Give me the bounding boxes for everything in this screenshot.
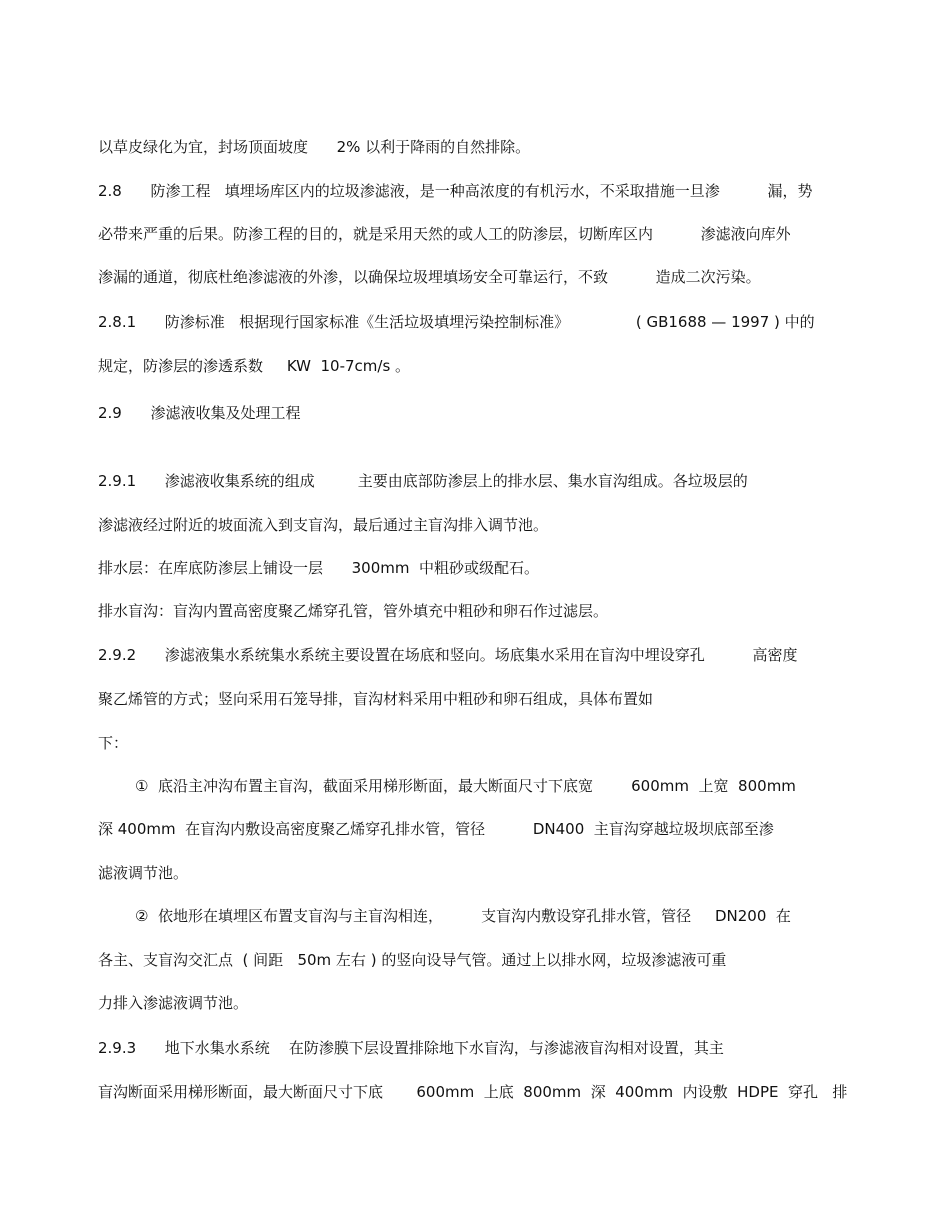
text-line: 滤液调节池。: [98, 864, 189, 882]
text-line: 渗滤液经过附近的坡面流入到支盲沟，最后通过主盲沟排入调节池。: [98, 516, 549, 534]
text-line: 聚乙烯管的方式；竖向采用石笼导排，盲沟材料采用中粗砂和卵石组成，具体布置如: [98, 690, 654, 708]
text-line: 规定，防渗层的渗透系数 KW 10-7cm/s 。: [98, 357, 411, 375]
text-line: 以草皮绿化为宜，封场顶面坡度 2% 以利于降雨的自然排除。: [98, 138, 531, 156]
section-2-9-3: 2.9.3 地下水集水系统 在防渗膜下层设置排除地下水盲沟，与渗滤液盲沟相对设置，其主: [98, 1039, 724, 1057]
section-2-9-1: 2.9.1 渗滤液收集系统的组成 主要由底部防渗层上的排水层、集水盲沟组成。各垃圾层的: [98, 472, 748, 490]
section-2-8-1: 2.8.1 防渗标准 根据现行国家标准《生活垃圾填埋污染控制标准》 ( GB1688 — 1997 ) 中的: [98, 313, 815, 331]
text-line: 排水盲沟：盲沟内置高密度聚乙烯穿孔管，管外填充中粗砂和卵石作过滤层。: [98, 602, 609, 620]
text-line: 渗漏的通道，彻底杜绝渗滤液的外渗，以确保垃圾埋填场安全可靠运行，不致 造成二次污染。: [98, 268, 761, 286]
section-2-8: 2.8 防渗工程 填埋场库区内的垃圾渗滤液，是一种高浓度的有机污水，不采取措施一旦渗 漏，势: [98, 182, 813, 200]
text-line: 力排入渗滤液调节池。: [98, 994, 249, 1012]
text-line: 深 400mm 在盲沟内敷设高密度聚乙烯穿孔排水管，管径 DN400 主盲沟穿越垃圾坝底部至渗: [98, 820, 774, 838]
section-2-9: 2.9 渗滤液收集及处理工程: [98, 404, 301, 422]
text-line: 下：: [98, 734, 129, 752]
list-item-1: ① 底沿主冲沟布置主盲沟，截面采用梯形断面，最大断面尺寸下底宽 600mm 上宽 800mm: [135, 777, 796, 795]
text-line: 各主、支盲沟交汇点 ( 间距 50m 左右 ) 的竖向设导气管。通过上以排水网，垃圾渗滤液可重: [98, 951, 727, 969]
section-2-9-2: 2.9.2 渗滤液集水系统集水系统主要设置在场底和竖向。场底集水采用在盲沟中埋设穿孔 高密度: [98, 646, 798, 664]
text-line: 排水层：在库底防渗层上铺设一层 300mm 中粗砂或级配石。: [98, 559, 540, 577]
text-line: 盲沟断面采用梯形断面，最大断面尺寸下底 600mm 上底 800mm 深 400mm 内设敷 HDPE 穿孔 排: [98, 1083, 848, 1101]
text-line: 必带来严重的后果。防渗工程的目的，就是采用天然的或人工的防渗层，切断库区内 渗滤液向库外: [98, 225, 791, 243]
list-item-2: ② 依地形在填埋区布置支盲沟与主盲沟相连， 支盲沟内敷设穿孔排水管，管径 DN200 在: [135, 907, 791, 925]
